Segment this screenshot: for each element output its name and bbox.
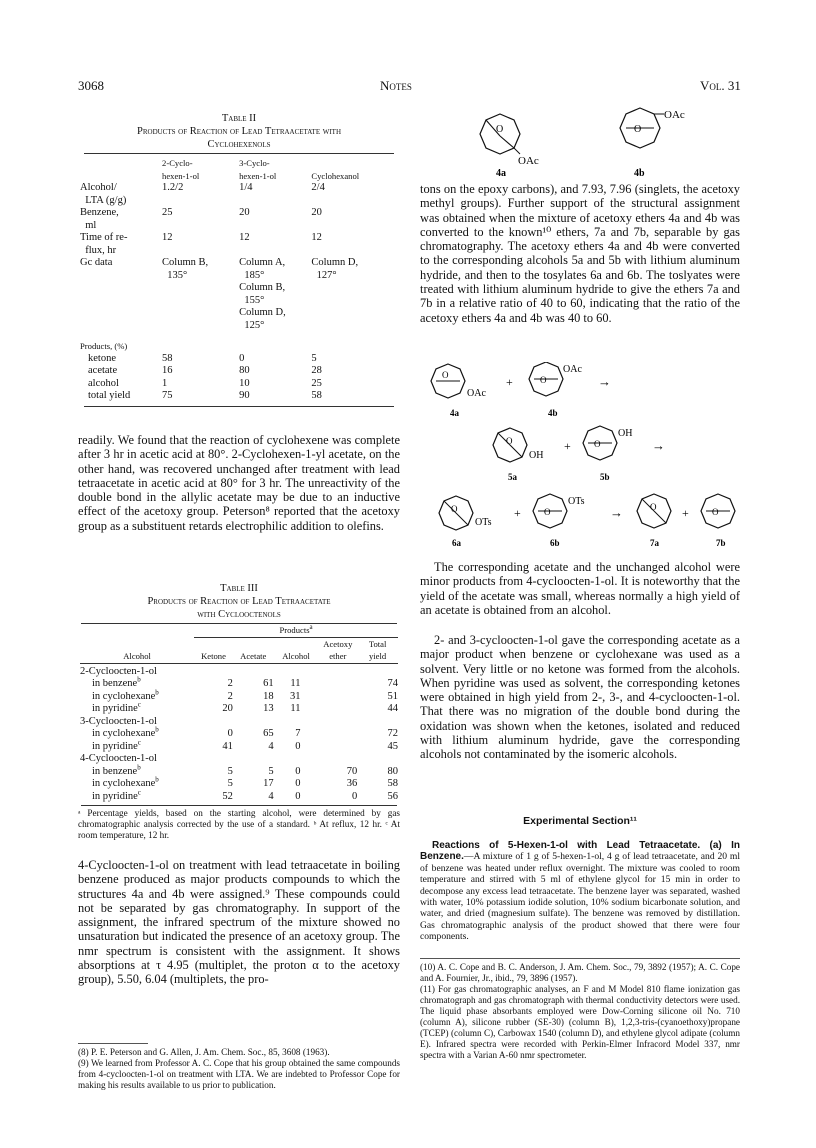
t2-gc-v1b: 135° (167, 269, 188, 281)
table-2-label: Table II (221, 113, 257, 124)
plus-sign: + (506, 375, 513, 389)
t3-group-name: 3-Cycloocten-1-ol (80, 715, 157, 727)
plus-sign: + (564, 439, 571, 453)
right-paragraph-2: The corresponding acetate and the unchanged alcohol were minor products from 4-cycloocten-1-ol. It is noteworthy that the yield of the acetate was small, whereas normally a high yield of an acetate is obtained from an alcohol. (420, 560, 740, 617)
t2-gc-v3a: Column D, (311, 257, 359, 268)
t3-cell: 45 (387, 740, 398, 752)
t2-r3-v2: 12 (239, 232, 250, 243)
t3-cell: 13 (263, 703, 274, 714)
o-label: O (594, 439, 601, 449)
scheme-4b (529, 362, 582, 418)
t3-solvent: in pyridine (92, 740, 138, 752)
table-2-caption-2: Cyclohexenols (207, 139, 271, 150)
t3-cell: 7 (295, 728, 301, 739)
o-label: O (540, 375, 547, 385)
t2-r2-v2: 20 (239, 207, 250, 218)
experimental-body (420, 840, 740, 943)
experimental-lead: Reactions of 5-Hexen-1-ol with Lead Tetraacetate. (a) In Benzene. (420, 840, 740, 863)
oh-label: OH (618, 428, 633, 439)
oac-label: OAc (467, 388, 486, 399)
t3-sup: b (155, 688, 159, 696)
oh-label: OH (529, 450, 544, 461)
t2-col1-h: 2-Cyclo- (162, 158, 193, 168)
t3-cell: 51 (387, 690, 398, 702)
t3-solvent: in benzene (92, 765, 138, 777)
t2-r2-v1: 25 (162, 207, 173, 218)
t3-cell: 0 (295, 765, 301, 777)
t3-cell (318, 728, 357, 741)
t3-cell: 18 (263, 690, 274, 702)
structure-4a (480, 114, 539, 178)
t3-cell: 11 (290, 703, 301, 714)
compound-label-6a: 6a (452, 538, 461, 548)
table-3-caption: Products of Reaction of Lead Tetraacetate (147, 596, 331, 607)
t3-cell: 56 (387, 790, 398, 802)
t3-h-total: Total (368, 638, 387, 649)
oac-label: OAc (518, 155, 539, 167)
t3-h-total2: yield (369, 651, 387, 661)
t2-col2-h2: hexen-1-ol (239, 170, 277, 181)
t3-cell: 4 (268, 740, 274, 752)
experimental-text: —A mixture of 1 g of 5-hexen-1-ol, 4 g of lead tetraacetate, and 20 ml of benzene was heated under reflux overnight. The mixture was cooled to room temperature and stirred with 5 ml of ethylene glycol for 15 min in order to decompose any excess lead tetraacetate. The benzene layer was separated, washed with water, 10% potassium iodide solution, 10% sodium bicarbonate solution, and water, and dried (magnesium sulfate). The benzene was removed by distillation. Gas chromatographic analysis of the product showed that there were four components. (420, 851, 740, 943)
t3-cell: 5 (268, 765, 274, 777)
t3-solvent: in benzene (92, 678, 138, 689)
t2-row-label: acetate (88, 365, 118, 376)
t3-cell: 0 (351, 790, 358, 802)
footnote-9: (9) We learned from Professor A. C. Cope that his group obtained the same compounds from 4-cycloocten-1-ol on treatment with LTA. We are indebted to Professor Cope for making his results available to us prior to publication. (78, 1058, 400, 1090)
scheme-5b (583, 426, 632, 482)
o-label: O (650, 502, 657, 512)
compound-label-4b: 4b (548, 408, 558, 418)
table-3-label: Table III (220, 583, 258, 594)
t3-cell: 52 (222, 790, 233, 802)
oac-label: OAc (563, 364, 582, 375)
table-2 (78, 112, 400, 407)
t3-cell (318, 678, 357, 691)
t2-gc-v2a: Column A, (239, 257, 286, 268)
t3-h-alcohol: Alcohol (123, 651, 151, 661)
t2-col3-h: Cyclohexanol (311, 170, 360, 181)
left-paragraph-2: 4-Cycloocten-1-ol on treatment with lead tetraacetate in boiling benzene produced as major products compounds to which the structures 4a and 4b were assigned.⁹ These compounds could not be separated by gas chromatography. In support of the assignment, the infrared spectrum of the mixture showed no unsaturation but indicated the presence of an acetoxy group. The nmr spectrum is consistent with the assignment. It shows absorptions at τ 4.95 (multiplet, the proton α to the acetoxy group), 5.50, 6.04 (multiplets, the pro- (78, 858, 400, 987)
t2-cell: 58 (311, 390, 322, 401)
t2-r1-v1: 1.2/2 (162, 182, 184, 193)
o-label: O (712, 507, 719, 517)
reaction-scheme (420, 362, 740, 552)
t3-cell: 70 (346, 765, 358, 777)
oac-label: OAc (664, 109, 685, 121)
t3-cell: 4 (268, 790, 274, 802)
t3-sup: b (137, 763, 141, 771)
running-head: Notes (380, 78, 412, 93)
t2-row-label: total yield (88, 390, 131, 401)
t3-solvent: in cyclohexane (92, 778, 156, 789)
t3-h-acetate: Acetate (240, 651, 267, 661)
t3-products-header: Products (279, 625, 310, 635)
t2-cell: 16 (162, 365, 173, 376)
footnote-11: (11) For gas chromatographic analyses, an F and M Model 810 flame ionization gas chromatograph and gas chromatograph with thermal conductivity detectors were used. The liquid phase absorbants employed were Dow-Corning silicone oil No. 710 (column A), silicone rubber (SE-30) (column B), 1,2,3-tris-(cyanoethoxy)propane (TCEP) (column C), Carbowax 1540 (column D), and ethylene glycol adipate (column E). Infrared spectra were recorded with Perkin-Elmer Infracord Model 337, nmr spectra with a Varian A-60 nmr spectrometer. (420, 984, 740, 1060)
t2-gc-v2c: Column B, (239, 282, 286, 293)
scheme-6a (439, 496, 492, 548)
t3-cell: 2 (227, 678, 233, 689)
ots-label: OTs (568, 496, 585, 507)
compound-label-4a: 4a (496, 168, 506, 178)
t2-r2-label2: ml (85, 219, 97, 231)
t3-cell: 58 (387, 778, 398, 789)
plus-sign: + (682, 506, 689, 520)
compound-label-7a: 7a (650, 538, 659, 548)
t2-r2-v3: 20 (311, 207, 322, 218)
t3-cell: 31 (289, 690, 301, 702)
o-label: O (442, 370, 449, 380)
o-label: O (451, 504, 458, 514)
t2-gc-label: Gc data (80, 257, 113, 268)
t2-cell: 10 (239, 377, 250, 389)
t2-gc-v2e: Column D, (239, 307, 286, 318)
t2-cell: 5 (311, 352, 317, 364)
t2-r1-v3: 2/4 (311, 182, 325, 193)
t3-cell: 5 (227, 765, 233, 777)
table-3 (78, 582, 400, 841)
t2-cell: 25 (311, 377, 322, 389)
t3-solvent: in pyridine (92, 703, 138, 714)
footnote-10: (10) A. C. Cope and B. C. Anderson, J. Am. Chem. Soc., 79, 3892 (1957); A. C. Cope and A. Fournier, Jr., ibid., 79, 3896 (1957). (420, 962, 740, 983)
left-paragraph-1: readily. We found that the reaction of cyclohexene was complete after 3 hr in acetic acid at 80°. 2-Cyclohexen-1-yl acetate, on the other hand, was recovered unchanged after treatment with lead tetraacetate in acetic acid at 80° for 3 hr. The unreactivity of the double bond in the allylic acetate may be due to an inductive effect of the acetoxy group. Peterson⁸ reported that the acetoxy group as a substituent retards electrophilic addition to olefins. (78, 433, 400, 533)
t2-r3-label2: flux, hr (85, 244, 117, 256)
t3-cell: 11 (290, 678, 301, 689)
right-footnotes (420, 958, 740, 1061)
reaction-arrow: → (610, 505, 623, 520)
t2-cell: 0 (239, 352, 245, 364)
o-label: O (544, 507, 551, 517)
t3-cell: 0 (295, 778, 301, 789)
t3-cell: 36 (346, 778, 358, 789)
t2-r2-label: Benzene, (80, 207, 119, 218)
right-paragraph-3: 2- and 3-cycloocten-1-ol gave the corresponding acetate as a major product when benzene or cyclohexane was used as a solvent. Very little or no ketone was formed from the alcohols. When pyridine was used as solvent, the corresponding ketones were obtained in high yield from 2-, 3-, and 4-cycloocten-1-ol. That there was no migration of the double bond during the oxidation was shown when the ketones, isolated and reduced with lithium aluminum hydride, gave the corresponding alcohols not contaminated by the isomeric alcohols. (420, 633, 740, 762)
t2-cell: 80 (239, 365, 250, 376)
t2-gc-v1: Column B, (162, 257, 209, 268)
compound-label-6b: 6b (550, 538, 560, 548)
scheme-7b (701, 494, 735, 548)
scheme-5a (493, 428, 543, 482)
t2-r3-label: Time of re- (80, 232, 128, 243)
t3-cell: 72 (387, 728, 398, 739)
t3-cell: 0 (295, 740, 301, 752)
t2-cell: 28 (311, 365, 322, 376)
t2-cell: 58 (162, 352, 173, 364)
t2-cell: 75 (162, 390, 173, 401)
compound-label-5b: 5b (600, 472, 610, 482)
t3-h-ketone: Ketone (201, 651, 226, 661)
t3-sup: c (137, 738, 141, 746)
structures-4a-4b (420, 100, 740, 178)
table-3-footnote: ᵃ Percentage yields, based on the starting alcohol, were determined by gas chromatographic analysis corrected by the use of a standard. ᵇ At reflux, 12 hr. ᶜ At room temperature, 12 hr. (78, 808, 400, 840)
volume-label: Vol. 31 (700, 78, 741, 93)
compound-label-4a: 4a (450, 408, 459, 418)
scheme-4a (431, 364, 486, 418)
t3-cell: 0 (295, 790, 301, 802)
compound-label-4b: 4b (634, 168, 645, 178)
t2-cell: 90 (239, 390, 250, 401)
t2-gc-v2d: 155° (244, 294, 265, 306)
t3-h-ether2: ether (329, 651, 347, 661)
compound-label-7b: 7b (716, 538, 726, 548)
footnote-8: (8) P. E. Peterson and G. Allen, J. Am. Chem. Soc., 85, 3608 (1963). (78, 1047, 330, 1057)
t3-cell: 80 (387, 765, 398, 777)
t3-sup: b (155, 725, 159, 734)
structure-4b (620, 108, 685, 178)
t3-sup: c (137, 788, 141, 796)
t3-cell: 74 (387, 678, 398, 689)
t2-r1-v2: 1/4 (239, 182, 253, 193)
t2-r3-v1: 12 (162, 232, 173, 243)
t2-col1-h2: hexen-1-ol (162, 170, 200, 181)
t2-products-label: Products, (%) (80, 341, 128, 351)
t2-gc-v2b: 185° (244, 269, 265, 281)
o-label: O (496, 124, 504, 135)
scheme-6b (533, 494, 585, 548)
o-label: O (506, 436, 513, 446)
t2-r1-label2: LTA (g/g) (85, 194, 127, 206)
experimental-heading: Experimental Section¹¹ (523, 815, 637, 827)
reaction-arrow: → (652, 438, 665, 453)
t3-products-sup: a (309, 623, 313, 632)
t3-solvent: in pyridine (92, 790, 138, 802)
t3-sup: b (155, 775, 159, 784)
t3-cell: 0 (227, 728, 233, 739)
t3-cell (318, 703, 357, 716)
t3-h-ether: Acetoxy (323, 638, 353, 649)
t2-gc-v3b: 127° (316, 269, 337, 281)
o-label: O (634, 124, 642, 135)
t2-col2-h: 3-Cyclo- (239, 158, 270, 168)
t3-sup: b (137, 675, 141, 684)
t2-row-label: alcohol (88, 377, 119, 389)
right-paragraph-1: tons on the epoxy carbons), and 7.93, 7.96 (singlets, the acetoxy methyl groups). Further support of the structural assignment was obtained when the mixture of acetoxy ethers 4a and 4b was converted to the known¹⁰ ethers, 7a and 7b, separable by gas chromatography. The acetoxy ethers 4a and 4b were converted to the corresponding alcohols 5a and 5b with lithium aluminum hydride, and then to the tosylates 6a and 6b. The toslyates were treated with lithium aluminum hydride to give the ethers 7a and 7b in a relative ratio of 40 to 60, indicating that the ratio of the acetoxy ethers 4a and 4b was 40 to 60. (420, 182, 740, 325)
t2-cell: 1 (162, 377, 168, 389)
scheme-7a (637, 494, 671, 548)
t3-cell: 41 (222, 740, 233, 752)
t3-solvent: in cyclohexane (92, 690, 156, 702)
t3-cell: 17 (263, 778, 274, 789)
t3-solvent: in cyclohexane (92, 728, 156, 739)
t2-row-label: ketone (88, 352, 116, 364)
table-3-caption-2: with Cyclooctenols (197, 609, 281, 620)
t3-h-alc: Alcohol (282, 651, 310, 661)
t3-cell: 5 (227, 778, 233, 789)
t2-r3-v3: 12 (311, 232, 322, 243)
t3-cell: 65 (263, 728, 274, 739)
t3-sup: c (137, 700, 141, 709)
reaction-arrow: → (598, 374, 611, 389)
t2-gc-v2f: 125° (244, 319, 265, 331)
t3-cell: 2 (227, 690, 233, 702)
t3-group-name: 4-Cycloocten-1-ol (80, 753, 157, 764)
t3-cell: 20 (222, 703, 233, 714)
compound-label-5a: 5a (508, 472, 517, 482)
left-footnotes (78, 1043, 400, 1091)
t3-cell (318, 691, 357, 704)
t3-group-name: 2-Cycloocten-1-ol (80, 665, 157, 677)
table-2-caption: Products of Reaction of Lead Tetraacetate with (137, 126, 341, 137)
t3-cell (318, 741, 357, 754)
t2-r1-label: Alcohol/ (80, 182, 117, 193)
t3-cell: 61 (263, 678, 274, 689)
plus-sign: + (514, 506, 521, 520)
page-number: 3068 (78, 78, 104, 93)
t3-cell: 44 (387, 703, 398, 714)
ots-label: OTs (475, 517, 492, 528)
